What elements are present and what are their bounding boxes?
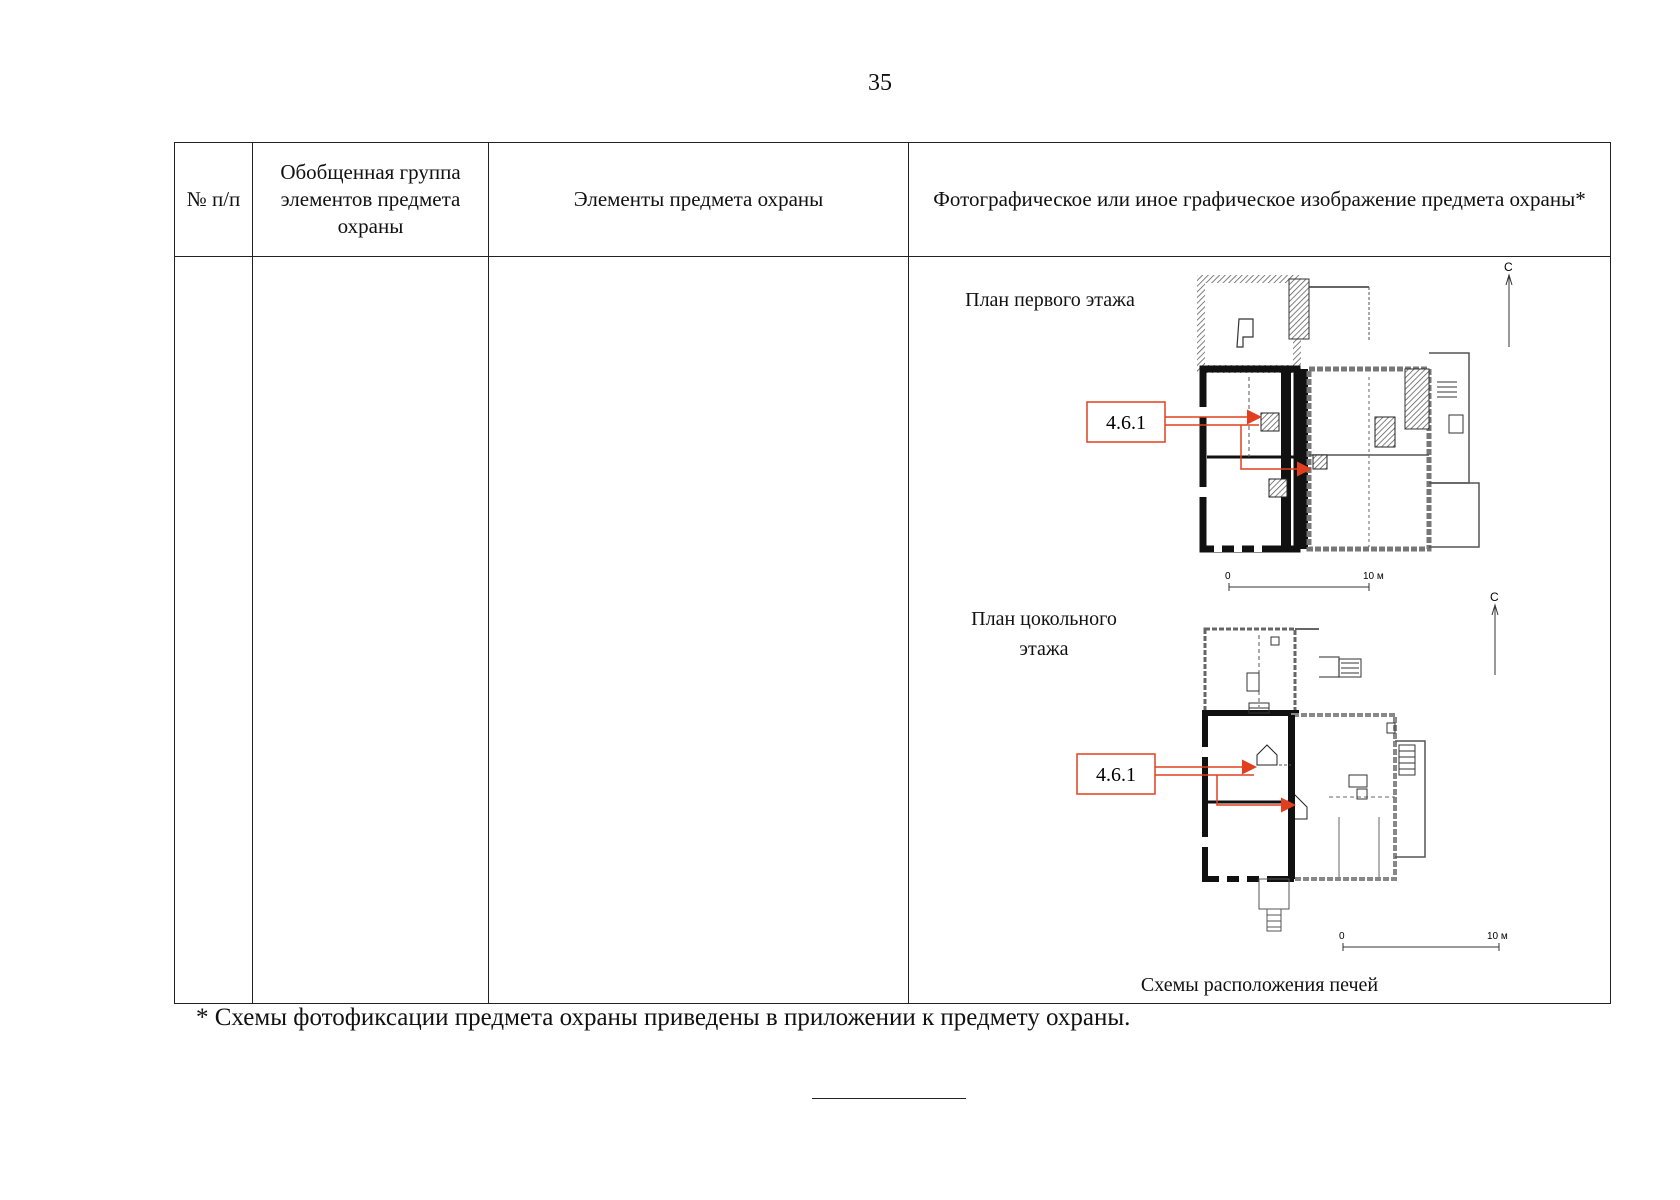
basement-label: План цокольного этажа (971, 608, 1117, 660)
end-rule (812, 1098, 966, 1099)
page-number: 35 (868, 70, 892, 96)
scale-end-1: 10 м (1363, 571, 1384, 582)
floor-plans-drawing (909, 257, 1569, 997)
scale-start-2: 0 (1339, 931, 1345, 942)
header-group: Обобщенная группа элементов предмета охраны (253, 143, 489, 257)
table-row (175, 257, 1611, 1004)
plans-caption: Схемы расположения печей (1140, 974, 1379, 996)
callout-label-basement: 4.6.1 (1096, 764, 1136, 786)
first-floor-label: План первого этажа (965, 289, 1135, 311)
cell-image (909, 257, 1611, 1004)
cell-group (253, 257, 489, 1004)
callout-label-first: 4.6.1 (1106, 412, 1146, 434)
north-marker-1: С (1504, 260, 1513, 274)
header-number: № п/п (175, 143, 253, 257)
scale-start-1: 0 (1225, 571, 1231, 582)
header-elements: Элементы предмета охраны (489, 143, 909, 257)
protection-table (174, 142, 1611, 1004)
footnote: * Схемы фотофиксации предмета охраны приведены в приложении к предмету охраны. (196, 1004, 1131, 1031)
basement-plan (1077, 590, 1508, 951)
header-image: Фотографическое или иное графическое изображение предмета охраны* (909, 143, 1611, 257)
cell-number (175, 257, 253, 1004)
cell-elements (489, 257, 909, 1004)
scale-end-2: 10 м (1487, 931, 1508, 942)
first-floor-plan (1087, 260, 1513, 591)
north-marker-2: С (1490, 590, 1499, 604)
table-header-row (175, 143, 1611, 257)
